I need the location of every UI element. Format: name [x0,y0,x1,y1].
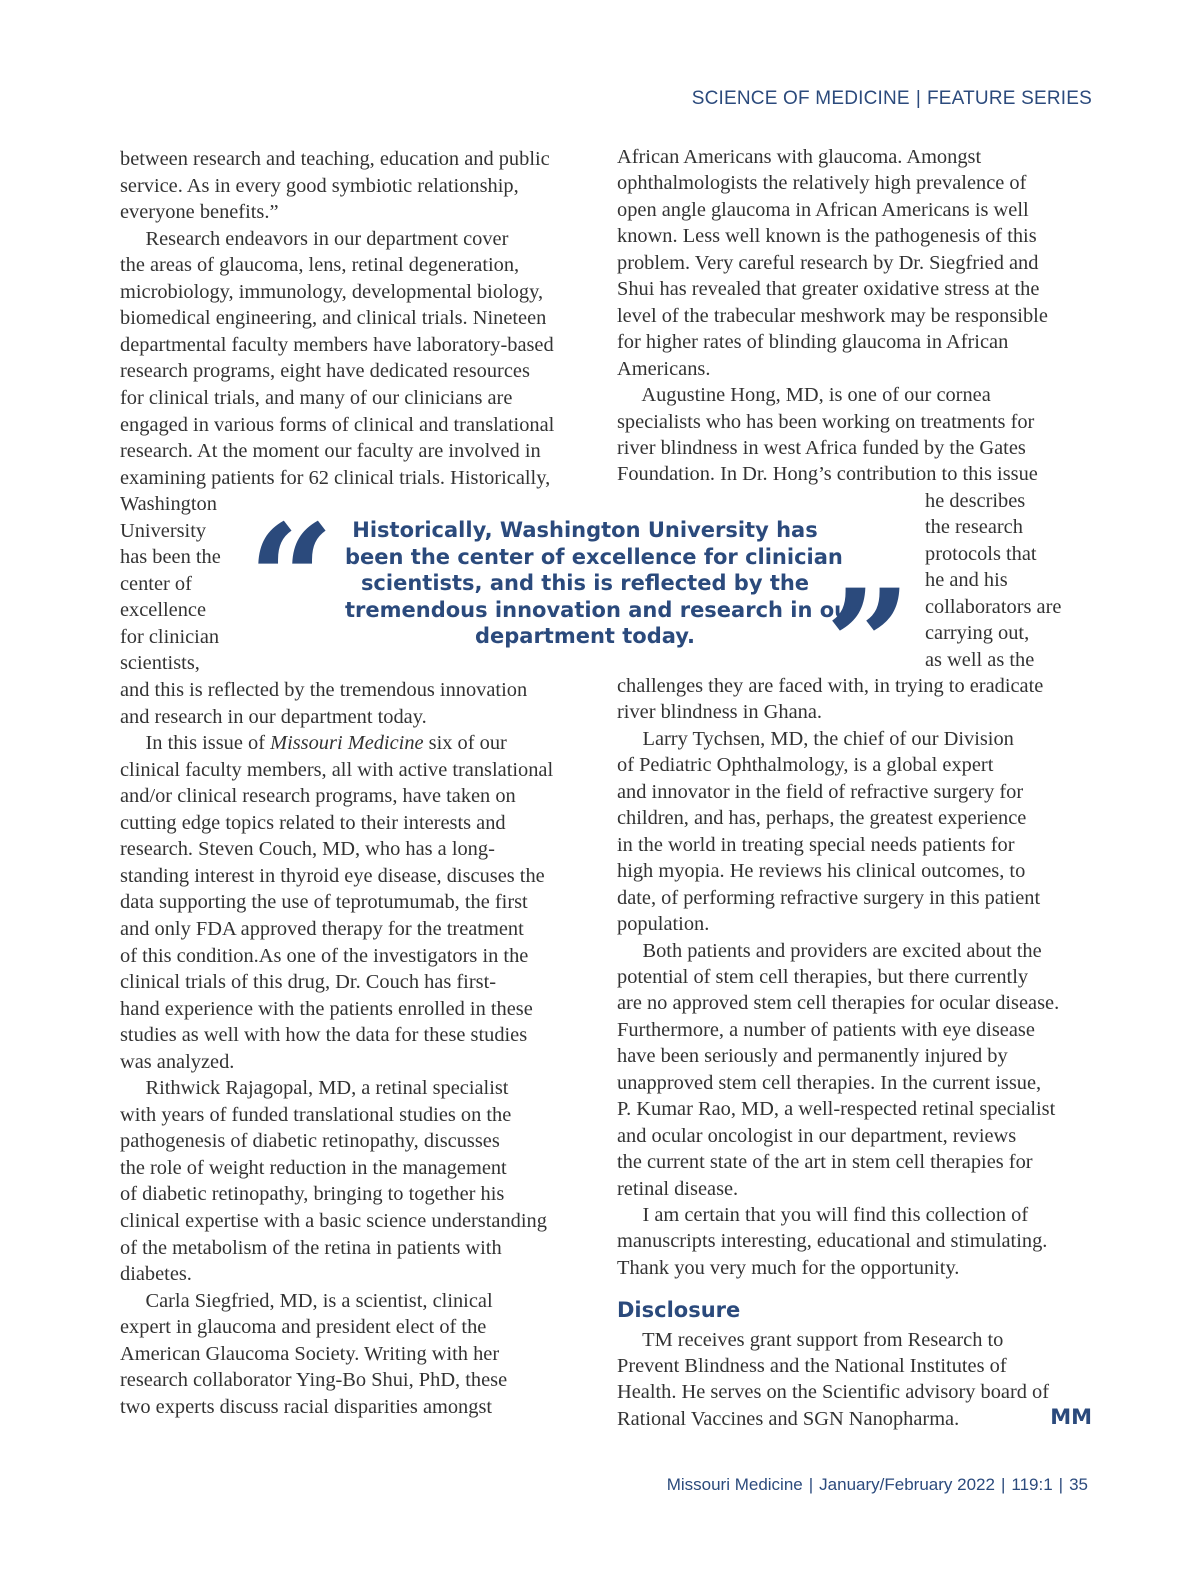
text-line: pathogenesis of diabetic retinopathy, discusses [120,1130,500,1153]
footer-journal: Missouri Medicine [666,1475,803,1494]
text-line: was analyzed. [120,1050,235,1073]
text-line: Rithwick Rajagopal, MD, a retinal specialist [120,1077,509,1100]
text-line: of diabetic retinopathy, bringing to together his [120,1183,505,1206]
text-line: are no approved stem cell therapies for ocular disease. [617,992,1060,1015]
text-line: two experts discuss racial disparities amongst [120,1395,493,1418]
text-line: unapproved stem cell therapies. In the current issue, [617,1071,1042,1094]
text-line: ophthalmologists the relatively high prevalence of [617,172,1027,195]
text-line: engaged in various forms of clinical and translational [120,413,555,436]
footer-volume: 119:1 [1011,1475,1053,1494]
text-line: has been the [120,546,221,569]
text-line: departmental faculty members have laboratory-based [120,333,554,356]
running-header [692,88,1092,110]
pull-quote-line: Historically, Washington University has [352,518,818,542]
footer-issue: January/February 2022 [819,1475,995,1494]
text-line: for clinician [120,625,220,648]
close-quote-icon: ” [825,557,912,733]
page-number: 35 [1069,1475,1088,1494]
text-line: Americans. [617,357,711,380]
text-line: biomedical engineering, and clinical trials. Nineteen [120,307,547,330]
text-line: microbiology, immunology, developmental biology, [120,280,544,303]
text-line: date, of performing refractive surgery in this patient [617,886,1041,909]
pull-quote [345,517,860,650]
text-line: and only FDA approved therapy for the treatment [120,917,524,940]
text-line: carrying out, [925,622,1030,645]
text-line: African Americans with glaucoma. Amongst [617,146,982,168]
text-line: and ocular oncologist in our department, reviews [617,1124,1017,1147]
text-line: known. Less well known is the pathogenesis of this [617,225,1037,248]
text-line: of Pediatric Ophthalmology, is a global expert [617,754,994,777]
text-line: clinical trials of this drug, Dr. Couch has first- [120,971,497,994]
pull-quote-line: tremendous innovation and research in our [345,597,860,622]
text-line: service. As in every good symbiotic relationship, [120,174,519,197]
text-line: and innovator in the field of refractive surgery for [617,780,1024,803]
disclosure-line: Rational Vaccines and SGN Nanopharma. [617,1407,960,1430]
footer-separator: | [808,1475,814,1494]
text-line: he describes [925,489,1026,512]
text-run: In this issue of [120,732,271,755]
text-line: high myopia. He reviews his clinical outcomes, to [617,860,1026,883]
text-line: Foundation. In Dr. Hong’s contribution to this issue [617,463,1038,486]
text-line: scientists, [120,652,200,675]
text-line: research programs, eight have dedicated resources [120,360,530,383]
text-line: Shui has revealed that greater oxidative stress at the [617,278,1040,301]
text-line: Larry Tychsen, MD, the chief of our Division [617,727,1014,750]
text-line: for higher rates of blinding glaucoma in African [617,331,1009,354]
text-line: have been seriously and permanently injured by [617,1045,1008,1068]
text-line: excellence [120,599,207,622]
text-line: P. Kumar Rao, MD, a well-respected retinal specialist [617,1098,1056,1121]
text-run: six of our [423,732,507,755]
text-line: clinical expertise with a basic science understanding [120,1210,547,1232]
text-line [120,730,507,757]
text-line: diabetes. [120,1263,192,1286]
header-separator: | [915,88,921,109]
header-series: FEATURE SERIES [926,88,1092,109]
text-line: of this condition.As one of the investigators in the [120,944,529,967]
pull-quote-line: scientists, and this is reflected by the [360,571,810,595]
text-line: the areas of glaucoma, lens, retinal degeneration, [120,254,520,277]
text-line: challenges they are faced with, in trying to eradicate [617,675,1044,697]
text-line: Furthermore, a number of patients with eye disease [617,1018,1035,1041]
text-line: Carla Siegfried, MD, is a scientist, clinical [120,1289,493,1312]
text-line: specialists who has been working on treatments for [617,410,1035,433]
text-line: examining patients for 62 clinical trials. Historically, [120,466,551,489]
text-line: for clinical trials, and many of our clinicians are [120,386,513,409]
text-line: Augustine Hong, MD, is one of our cornea [617,384,991,407]
end-mark: MM [1050,1405,1092,1429]
disclosure-line: Health. He serves on the Scientific advisory board of [617,1381,1050,1404]
text-line: retinal disease. [617,1177,739,1200]
text-line: Washington [120,493,217,516]
text-line: river blindness in Ghana. [617,701,822,724]
disclosure-line: Prevent Blindness and the National Institutes of [617,1355,1007,1378]
pull-quote-line: been the center of excellence for clinician [345,544,843,569]
text-line: research. Steven Couch, MD, who has a long- [120,838,495,861]
text-line: research. At the moment our faculty are involved in [120,440,541,463]
text-line: research collaborator Ying-Bo Shui, PhD, these [120,1369,508,1392]
text-line: Research endeavors in our department cover [120,227,509,250]
text-line: I am certain that you will find this collection of [617,1204,1029,1226]
text-line: level of the trabecular meshwork may be responsible [617,304,1048,327]
text-line: the research [925,516,1023,539]
text-line: data supporting the use of teprotumumab, the first [120,891,528,914]
text-line: potential of stem cell therapies, but there currently [617,965,1029,988]
text-line: children, and has, perhaps, the greatest experience [617,807,1027,830]
text-line: between research and teaching, education and public [120,148,550,170]
pull-quote-line: department today. [474,624,696,648]
text-line: center of [120,572,192,595]
journal-name: Missouri Medicine [270,732,424,755]
text-line: in the world in treating special needs patients for [617,833,1015,856]
text-line: the current state of the art in stem cell therapies for [617,1151,1033,1174]
open-quote-icon: “ [248,492,335,668]
text-line: as well as the [925,648,1035,671]
text-line: with years of funded translational studies on the [120,1103,512,1126]
text-line: manuscripts interesting, educational and stimulating. [617,1230,1048,1253]
text-line: population. [617,913,710,936]
text-line: American Glaucoma Society. Writing with her [120,1342,500,1365]
text-line: and/or clinical research programs, have taken on [120,785,516,808]
text-line: Thank you very much for the opportunity. [617,1256,960,1279]
footer-separator: | [1058,1475,1064,1494]
text-line: protocols that [925,542,1037,565]
text-line: of the metabolism of the retina in patients with [120,1236,502,1259]
text-line: he and his [925,569,1008,592]
text-line: and this is reflected by the tremendous innovation [120,679,528,701]
footer-separator: | [1000,1475,1006,1494]
header-section: SCIENCE OF MEDICINE [691,88,910,109]
text-line: Both patients and providers are excited about the [617,939,1042,962]
text-line: studies as well with how the data for these studies [120,1024,528,1047]
text-line: University [120,519,207,542]
text-line: clinical faculty members, all with active translational [120,758,554,781]
text-line: and research in our department today. [120,705,427,728]
disclosure-heading: Disclosure [617,1298,741,1322]
text-line: everyone benefits.” [120,201,279,224]
page-footer [667,1475,1088,1495]
text-line: problem. Very careful research by Dr. Siegfried and [617,251,1039,274]
text-line: cutting edge topics related to their interests and [120,811,506,834]
text-line: open angle glaucoma in African Americans is well [617,198,1029,221]
disclosure-line: TM receives grant support from Research to [617,1329,1004,1351]
text-line: standing interest in thyroid eye disease, discuses the [120,864,545,887]
text-line: river blindness in west Africa funded by the Gates [617,436,1026,459]
text-line: the role of weight reduction in the management [120,1156,507,1179]
text-line: collaborators are [925,595,1062,618]
text-line: hand experience with the patients enrolled in these [120,997,533,1020]
text-line: expert in glaucoma and president elect of the [120,1316,487,1339]
